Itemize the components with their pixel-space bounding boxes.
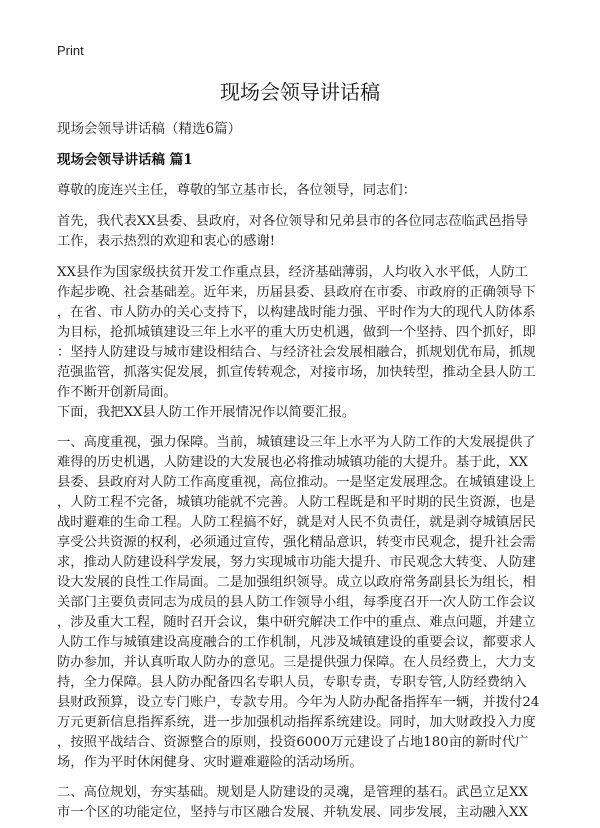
text-line: 二、高位规划，夯实基础。规划是人防建设的灵魂，是管理的基石。武邑立足XX bbox=[57, 785, 529, 800]
text-line: ，按照平战结合、资源整合的原则，投资6000万元建设了占地180亩的新时代广 bbox=[57, 735, 529, 750]
text-line: 万元更新信息指挥系统，进一步加强机动指挥系统建设。同时，加大财政投入力度 bbox=[57, 715, 536, 730]
paragraph-overview bbox=[57, 263, 543, 403]
paragraph-report-intro bbox=[57, 403, 543, 423]
text-line: 范强监管，抓落实促发展，抓宣传转观念，对接市场，加快转型，推动全县人防工 bbox=[57, 365, 536, 380]
text-line: 作不断开创新局面。 bbox=[57, 385, 177, 400]
text-line: 设大发展的良性工作局面。二是加强组织领导。成立以政府常务副县长为组长，相 bbox=[57, 575, 536, 590]
text-line: XX县作为国家级扶贫开发工作重点县，经济基础薄弱，人均收入水平低，人防工 bbox=[57, 265, 529, 280]
text-line: 关部门主要负责同志为成员的县人防工作领导小组，每季度召开一次人防工作会议 bbox=[57, 595, 536, 610]
document-subtitle: 现场会领导讲话稿（精选6篇） bbox=[57, 121, 242, 137]
text-line: 县委、县政府对人防工作高度重视，高位推动。一是坚定发展理念。在城镇建设上 bbox=[57, 475, 536, 490]
text-line: ，在省、市人防办的关心支持下，以构建战时能力强、平时作为大的现代人防体系 bbox=[57, 305, 536, 320]
text-line: 尊敬的庞连兴主任，尊敬的邹立基市长，各位领导，同志们： bbox=[57, 183, 417, 198]
text-line: 人防工作与城镇建设高度融合的工作机制，凡涉及城镇建设的重要会议，都要求人 bbox=[57, 635, 536, 650]
text-line: 持，全力保障。县人防办配备四名专职人员，专职专责，专职专管,人防经费纳入 bbox=[57, 675, 527, 690]
text-line: 享受公共资源的权利，必须通过宣传，强化精品意识，转变市民观念，提升社会需 bbox=[57, 535, 536, 550]
text-line: 工作，表示热烈的欢迎和衷心的感谢! bbox=[57, 234, 276, 249]
text-line: 求，推动人防建设科学发展，努力实现城市功能大提升、市民观念大转变、人防建 bbox=[57, 555, 536, 570]
paragraph-greeting bbox=[57, 181, 543, 201]
section-heading: 现场会领导讲话稿 篇1 bbox=[57, 152, 193, 168]
text-line: 为目标，抢抓城镇建设三年上水平的重大历史机遇，做到一个坚持、四个抓好，即 bbox=[57, 325, 536, 340]
text-line: 县财政预算，设立专门账户，专款专用。今年为人防办配备指挥车一辆，并拨付24 bbox=[57, 695, 540, 710]
text-line: 场，作为平时休闲健身、灾时避难避险的活动场所。 bbox=[57, 755, 363, 770]
text-line: 首先，我代表XX县委、县政府，对各位领导和兄弟县市的各位同志莅临武邑指导 bbox=[57, 214, 529, 229]
page-title: 现场会领导讲话稿 bbox=[220, 80, 380, 104]
text-line: ，涉及重大工程，随时召开会议，集中研究解决工作中的重点、难点问题，并建立 bbox=[57, 615, 536, 630]
text-line: ：坚持人防建设与城市建设相结合、与经济社会发展相融合，抓规划优布局，抓规 bbox=[57, 345, 536, 360]
text-line: 防办参加，并认真听取人防办的意见。三是提供强力保障。在人员经费上，大力支 bbox=[57, 655, 536, 670]
text-line: 一、高度重视，强力保障。当前，城镇建设三年上水平为人防工作的大发展提供了 bbox=[57, 435, 536, 450]
text-line: 战时避难的生命工程。人防工程搞不好，就是对人民不负责任，就是剥夺城镇居民 bbox=[57, 515, 536, 530]
text-line: ，人防工程不完备，城镇功能就不完善。人防工程既是和平时期的民生资源，也是 bbox=[57, 495, 536, 510]
print-link[interactable]: Print bbox=[57, 43, 84, 58]
paragraph-welcome bbox=[57, 212, 543, 252]
paragraph-section-two bbox=[57, 783, 543, 823]
text-line: 作起步晚、社会基础差。近年来，历届县委、县政府在市委、市政府的正确领导下 bbox=[57, 285, 536, 300]
paragraph-section-one bbox=[57, 433, 543, 773]
text-line: 市一个区的功能定位，坚持与市区融合发展、并轨发展、同步发展，主动融入XX bbox=[57, 805, 529, 820]
text-line: 难得的历史机遇，人防建设的大发展也必将推动城镇功能的大提升。基于此，XX bbox=[57, 455, 529, 470]
text-line: 下面，我把XX县人防工作开展情况作以简要汇报。 bbox=[57, 405, 356, 420]
